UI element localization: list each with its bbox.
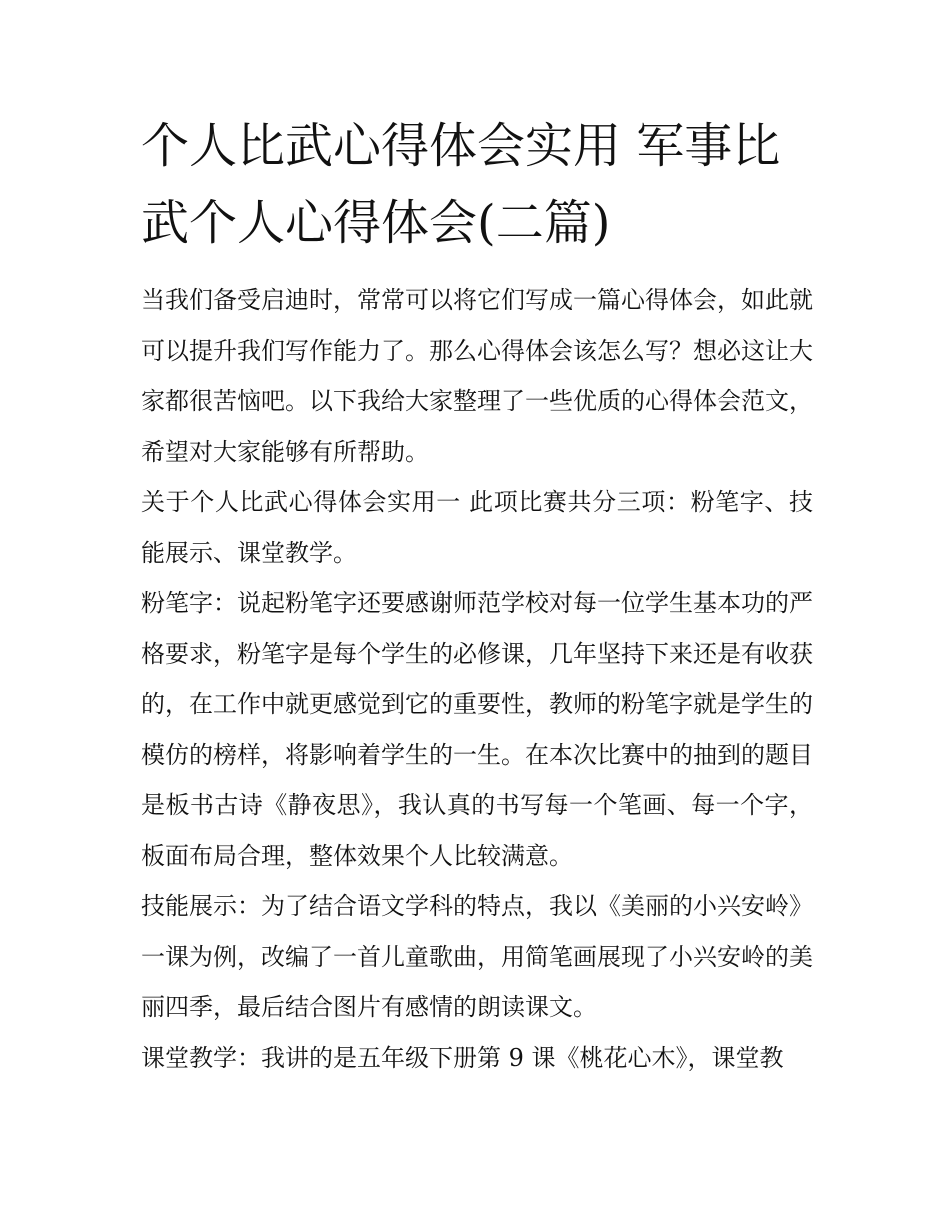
paragraph-section-heading: 关于个人比武心得体会实用一 此项比赛共分三项：粉笔字、技能展示、课堂教学。 <box>141 488 813 567</box>
paragraph-skill-display: 技能展示：为了结合语文学科的特点，我以《美丽的小兴安岭》一课为例，改编了一首儿童歌曲，用简笔画展现了小兴安岭的美丽四季，最后结合图片有感情的朗读课文。 <box>141 892 813 1021</box>
paragraph-chalk-writing: 粉笔字：说起粉笔字还要感谢师范学校对每一位学生基本功的严格要求，粉笔字是每个学生的必修课，几年坚持下来还是有收获的，在工作中就更感觉到它的重要性，教师的粉笔字就是学生的模仿的榜样，将影响着学生的一生。在本次比赛中的抽到的题目是板书古诗《静夜思》，我认真的书写每一个笔画、每一个字，板面布局合理，整体效果个人比较满意。 <box>141 589 813 870</box>
document-body <box>141 275 813 1083</box>
document-page <box>141 108 813 1083</box>
paragraph-intro: 当我们备受启迪时，常常可以将它们写成一篇心得体会，如此就可以提升我们写作能力了。那么心得体会该怎么写？想必这让大家都很苦恼吧。以下我给大家整理了一些优质的心得体会范文，希望对大家能够有所帮助。 <box>141 286 813 466</box>
paragraph-classroom-teaching: 课堂教学：我讲的是五年级下册第 9 课《桃花心木》，课堂教 <box>141 1043 784 1072</box>
document-title: 个人比武心得体会实用 军事比武个人心得体会(二篇) <box>141 118 781 251</box>
